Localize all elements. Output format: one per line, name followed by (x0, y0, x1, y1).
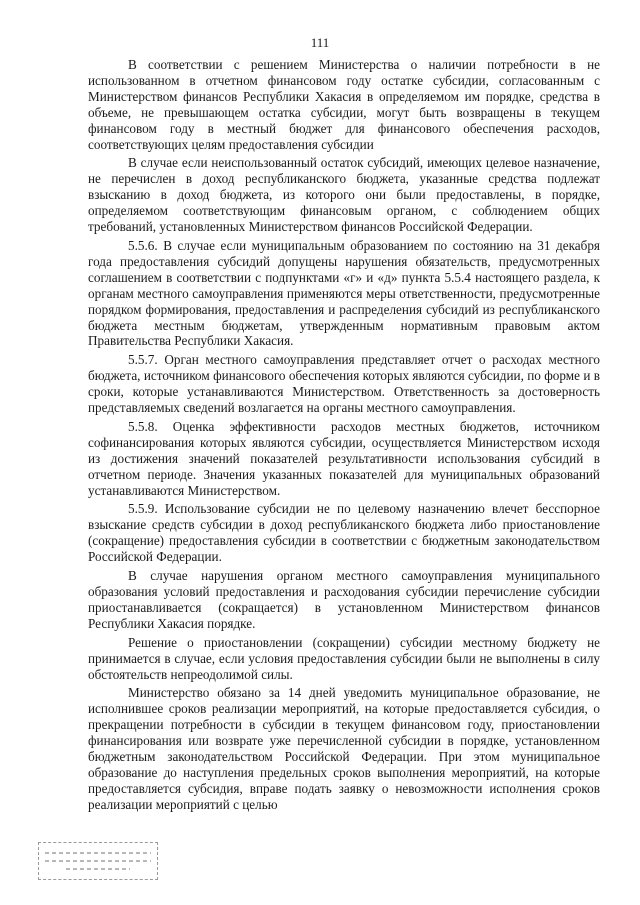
paragraph: Министерство обязано за 14 дней уведомить муниципальное образование, не исполнившее сроков реализации мероприятий, на которые предоставляется субсидия, о прекращении потребности в субсидии в текущем финансовом году, приостановлении финансирования или возврате уже перечисленной субсидии в порядке, установленном бюджетным законодательством Российской Федерации. При этом муниципальное образование до наступления предельных сроков выполнения мероприятий, на которые предоставляется субсидия, вправе подать заявку о невозможности исполнения сроков реализации мероприятий с целью (88, 685, 600, 812)
document-body (88, 57, 600, 816)
paragraph: В соответствии с решением Министерства о наличии потребности в не использованном в отчетном финансовом году остатке субсидии, согласованным с Министерством финансов Республики Хакасия в определяемом им порядке, средства в объеме, не превышающем остатка субсидии, могут быть возвращены в текущем финансовом году в местный бюджет для финансового обеспечения расходов, соответствующих целям предоставления субсидии (88, 57, 600, 152)
paragraph: В случае нарушения органом местного самоуправления муниципального образования условий предоставления и расходования субсидии перечисление субсидии приостанавливается (сокращается) в установленном Министерством финансов Республики Хакасия порядке. (88, 568, 600, 631)
paragraph: В случае если неиспользованный остаток субсидий, имеющих целевое назначение, не перечислен в доход республиканского бюджета, указанные средства подлежат взысканию в доход бюджета, из которого они были предоставлены, в порядке, определяемом соответствующим финансовым органом, с соблюдением общих требований, установленных Министерством финансов Российской Федерации. (88, 155, 600, 235)
paragraph: Решение о приостановлении (сокращении) субсидии местному бюджету не принимается в случае, если условия предоставления субсидии были не выполнены в силу обстоятельств непреодолимой силы. (88, 634, 600, 682)
document-stamp-icon (38, 842, 158, 880)
paragraph: 5.5.9. Использование субсидии не по целевому назначению влечет бесспорное взыскание средств субсидии в доход республиканского бюджета либо приостановление (сокращение) предоставления субсидии в соответствии с бюджетным законодательством Российской Федерации. (88, 501, 600, 565)
paragraph: 5.5.7. Орган местного самоуправления представляет отчет о расходах местного бюджета, источником финансового обеспечения которых являются субсидии, по форме и в сроки, которые устанавливаются Министерством. Ответственность за достоверность представляемых сведений возлагается на органы местного самоуправления. (88, 352, 600, 416)
paragraph: 5.5.8. Оценка эффективности расходов местных бюджетов, источником софинансирования которых являются субсидии, осуществляется Министерством исходя из достижения значений показателей результативности использования субсидий в отчетном периоде. Значения указанных показателей для муниципальных образований устанавливаются Министерством. (88, 418, 600, 498)
paragraph: 5.5.6. В случае если муниципальным образованием по состоянию на 31 декабря года предоставления субсидий допущены нарушения обязательств, предусмотренных соглашением в соответствии с подпунктами «г» и «д» пункта 5.5.4 настоящего раздела, к органам местного самоуправления применяются меры ответственности, предусмотренные порядком формирования, предоставления и распределения субсидий из республиканского бюджета местным бюджетам, утвержденным нормативным правовым актом Правительства Республики Хакасия. (88, 237, 600, 349)
page-number: 111 (310, 35, 330, 50)
